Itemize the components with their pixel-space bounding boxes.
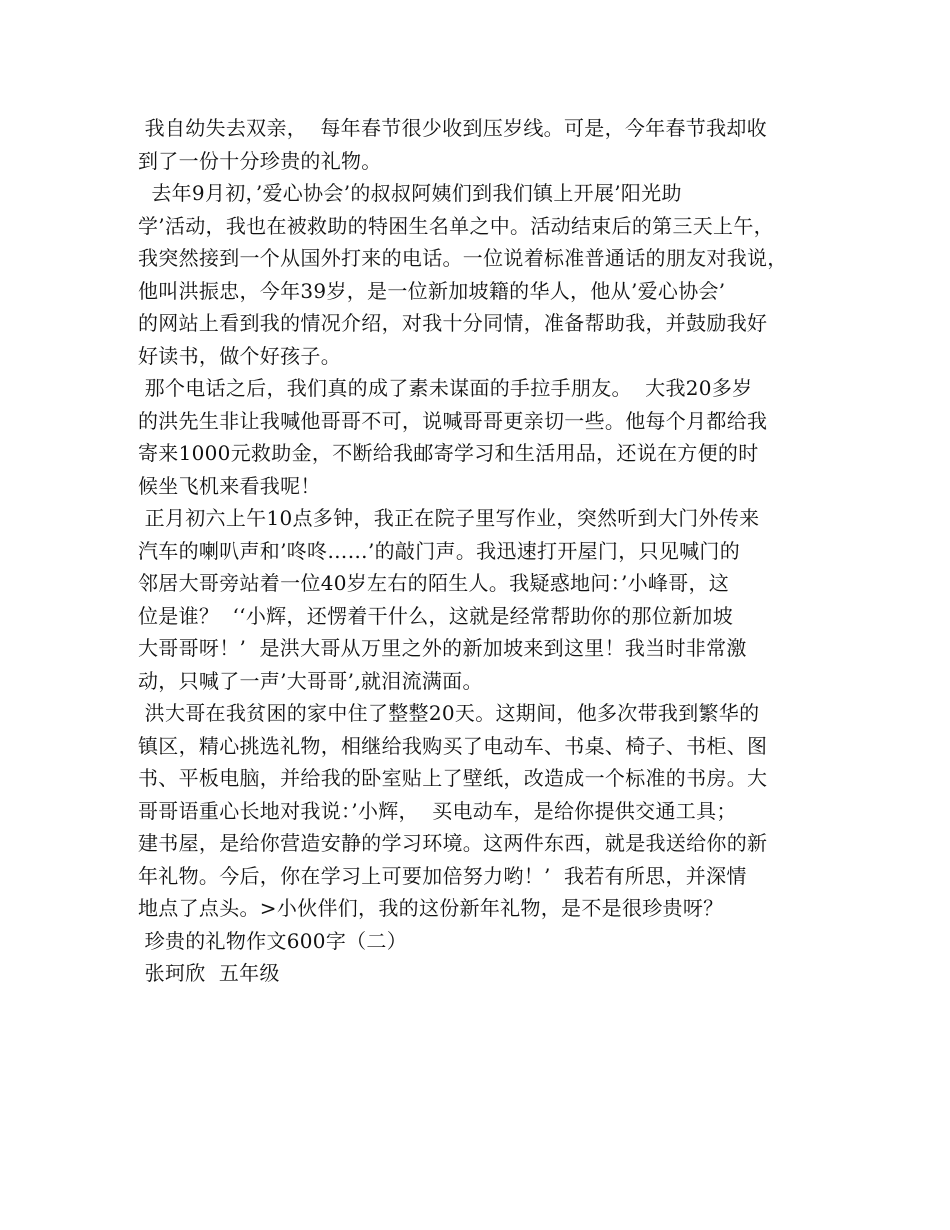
text-line: 我自幼失去双亲， 每年春节很少收到压岁线。可是，今年春节我却收 (138, 116, 767, 140)
author-line: 张珂欣 五年级 (138, 961, 280, 985)
text-line: 哥哥语重心长地对我说：’小辉， 买电动车，是给你提供交通工具； (138, 798, 737, 823)
text-line: 位是谁？ ‘‘小辉，还愣着干什么，这就是经常帮助你的那位新加坡 (138, 603, 734, 628)
text-line: 大哥哥呀！’ 是洪大哥从万里之外的新加坡来到这里！我当时非常激 (138, 636, 747, 660)
text-line: 我突然接到一个从国外打来的电话。一位说着标准普通话的朋友对我说， (138, 246, 788, 270)
text-line: 学’活动，我也在被救助的特困生名单之中。活动结束后的第三天上午， (138, 213, 774, 238)
text-line: 建书屋，是给你营造安静的学习环境。这两件东西，就是我送给你的新 (138, 831, 768, 855)
text-line: 去年9月初，’爱心协会’的叔叔阿姨们到我们镇上开展’阳光助 (138, 181, 682, 205)
text-line: 镇区，精心挑选礼物，相继给我购买了电动车、书桌、椅子、书柜、图 (138, 733, 768, 758)
text-line: 的网站上看到我的情况介绍，对我十分同情，准备帮助我，并鼓励我好 (138, 311, 768, 335)
text-line: 书、平板电脑，并给我的卧室贴上了壁纸，改造成一个标准的书房。大 (138, 766, 768, 790)
section-heading: 珍贵的礼物作文600字（二） (138, 928, 408, 953)
text-line: 到了一份十分珍贵的礼物。 (138, 148, 382, 173)
text-line: 好读书，做个好孩子。 (138, 343, 341, 368)
text-line: 他叫洪振忠，今年39岁，是一位新加坡籍的华人，他从’爱心协会’ (138, 278, 726, 303)
text-line: 那个电话之后，我们真的成了素未谋面的手拉手朋友。 大我20多岁 (138, 376, 753, 400)
text-line: 寄来1000元救助金，不断给我邮寄学习和生活用品，还说在方便的时 (138, 441, 759, 465)
text-line: 地点了点头。>小伙伴们，我的这份新年礼物，是不是很珍贵呀？ (138, 896, 724, 920)
text-line: 年礼物。今后，你在学习上可要加倍努力哟！’ 我若有所思，并深情 (138, 863, 747, 888)
text-line: 洪大哥在我贫困的家中住了整整20天。这期间，他多次带我到繁华的 (138, 701, 760, 725)
text-line: 候坐飞机来看我呢！ (138, 473, 321, 498)
document-page (138, 112, 838, 990)
text-line: 动，只喊了一声’大哥哥’,就泪流满面。 (138, 668, 483, 693)
text-line: 邻居大哥旁站着一位40岁左右的陌生人。我疑惑地问：’小峰哥，这 (138, 571, 730, 595)
text-line: 的洪先生非让我喊他哥哥不可，说喊哥哥更亲切一些。他每个月都给我 (138, 408, 768, 433)
text-line: 正月初六上午10点多钟，我正在院子里写作业，突然听到大门外传来 (138, 506, 760, 530)
text-line: 汽车的喇叭声和’咚咚……’的敲门声。我迅速打开屋门，只见喊门的 (138, 538, 741, 563)
